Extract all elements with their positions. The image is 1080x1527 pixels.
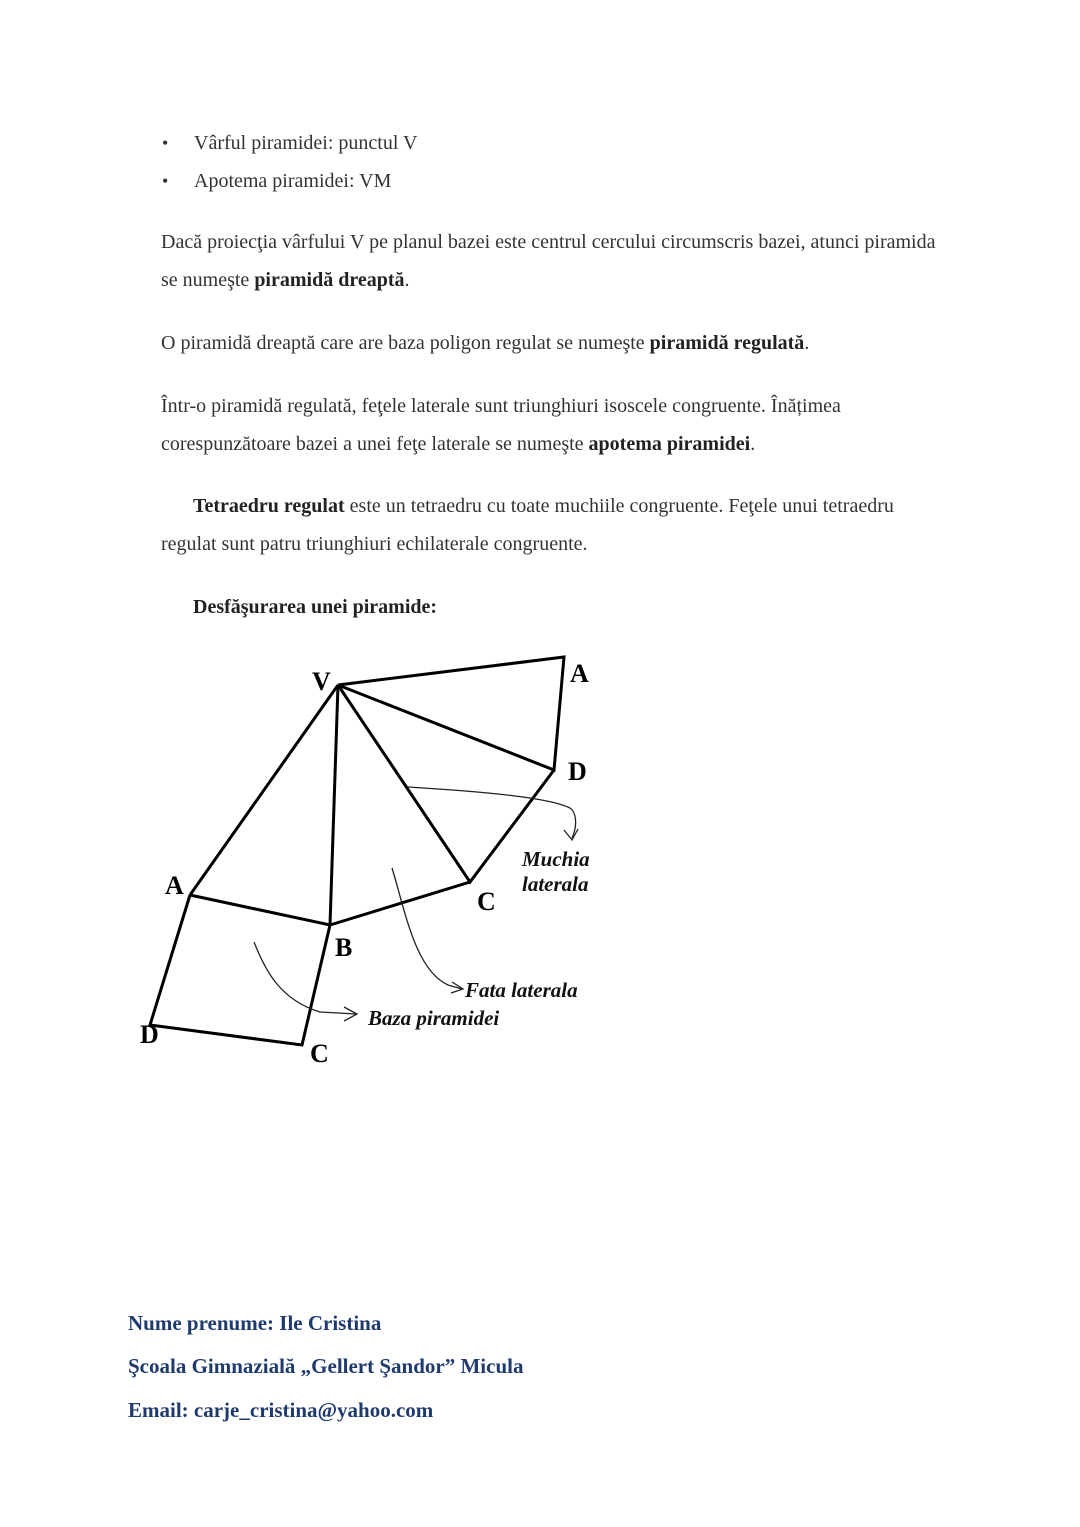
base-annotation: Baza piramidei: [368, 1006, 500, 1030]
paragraph-tetrahedron: Tetraedru regulat este un tetraedru cu toate muchiile congruente. Feţele unui tetraedru regulat sunt patru triunghiuri echilaterale congruente.: [161, 495, 894, 555]
paragraph-right-pyramid: Dacă proiecţia vârfului V pe planul bazei este centrul cercului circumscris bazei, atunci piramida se numeşte piramidă dreaptă.: [161, 231, 936, 291]
vertex-b-label: B: [335, 933, 353, 962]
vertex-c-mid-label: C: [477, 887, 496, 916]
face-annotation: Fata laterala: [465, 978, 578, 1002]
bullet-list: [160, 124, 417, 200]
bullet-item: • Apotema piramidei: VM: [160, 162, 417, 200]
vertex-a-top-label: A: [570, 659, 589, 688]
edge-v-a-top: [338, 657, 564, 770]
vertex-d-right-label: D: [568, 757, 587, 786]
paragraph-apothem: Într-o piramidă regulată, feţele laterale sunt triunghiuri isoscele congruente. Înățimea corespunzătoare bazei a unei feţe laterale se numeşte apotema piramidei.: [161, 395, 841, 455]
vertex-v-label: V: [312, 667, 331, 696]
edge-v-b: [330, 685, 338, 925]
vertex-c-bottom-label: C: [310, 1039, 329, 1068]
pyramid-net-figure: [130, 640, 630, 1080]
edge-annotation-line1: Muchia: [522, 847, 590, 871]
bullet-item: • Vârful piramidei: punctul V: [160, 124, 417, 162]
footer-email: Email: carje_cristina@yahoo.com: [128, 1398, 434, 1422]
vertex-a-left-label: A: [165, 871, 184, 900]
figure-heading: Desfăşurarea unei piramide:: [193, 596, 438, 618]
edge-annotation-arrow: [408, 787, 576, 838]
base-square: [150, 895, 330, 1045]
edge-v-a: [190, 685, 338, 895]
edge-annotation-line2: laterala: [522, 872, 589, 896]
footer-school: Şcoala Gimnazială „Gellert Şandor” Micula: [128, 1354, 524, 1378]
paragraph-regular-pyramid: O piramidă dreaptă care are baza poligon regulat se numeşte piramidă regulată.: [161, 332, 810, 354]
footer-name: Nume prenume: Ile Cristina: [128, 1311, 382, 1335]
vertex-d-bottom-label: D: [140, 1020, 159, 1049]
